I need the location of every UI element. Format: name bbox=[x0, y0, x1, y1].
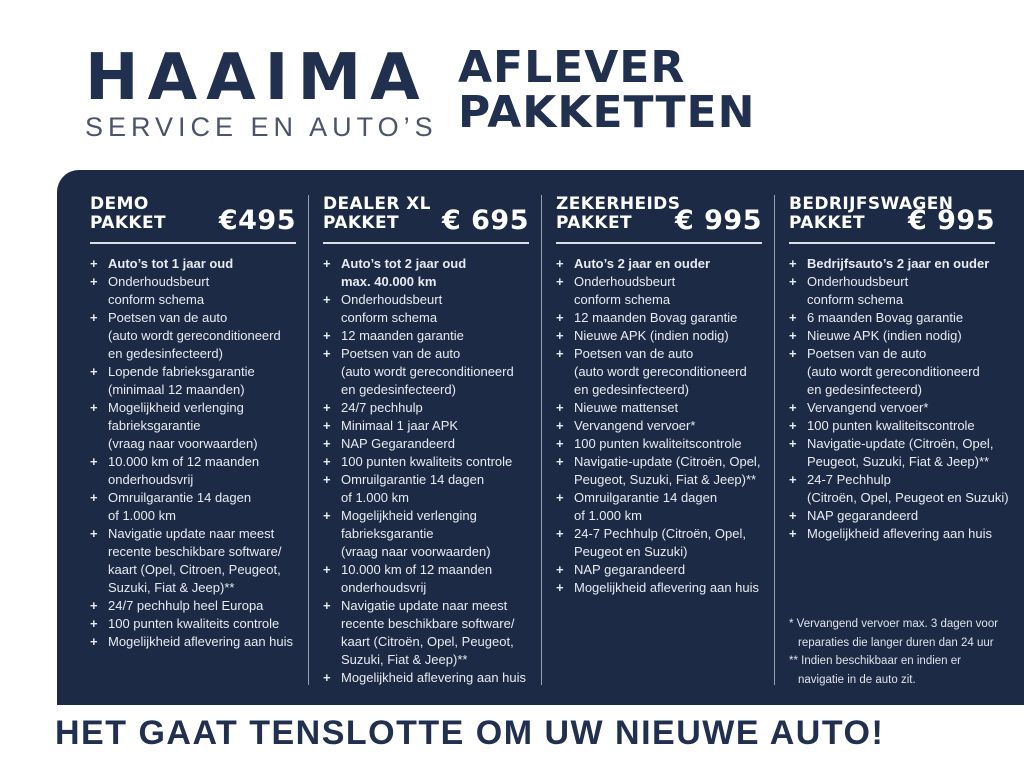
plus-marker: + bbox=[556, 418, 564, 433]
package-item bbox=[90, 363, 296, 399]
item-text: 24-7 Pechhulp (Citroën, Opel, Peugeot en Suzuki) bbox=[574, 526, 746, 559]
plus-marker: + bbox=[323, 328, 331, 343]
package-item bbox=[789, 273, 995, 309]
item-text: 24/7 pechhulp heel Europa bbox=[108, 598, 264, 613]
plus-marker: + bbox=[556, 274, 564, 289]
package-item bbox=[556, 489, 762, 525]
package-item bbox=[789, 435, 995, 471]
plus-marker: + bbox=[323, 346, 331, 361]
item-text: Nieuwe APK (indien nodig) bbox=[807, 328, 962, 343]
item-text: Bedrijfsauto’s 2 jaar en ouder bbox=[807, 256, 990, 271]
package-item bbox=[90, 489, 296, 525]
package-item bbox=[323, 453, 529, 471]
package-name: BEDRIJFSWAGEN PAKKET bbox=[789, 194, 954, 233]
package-item bbox=[556, 345, 762, 399]
package-price: €495 bbox=[218, 205, 296, 236]
package-item bbox=[90, 255, 296, 273]
package-price: € 695 bbox=[441, 205, 529, 236]
package-rule bbox=[323, 242, 529, 244]
plus-marker: + bbox=[556, 490, 564, 505]
package-item bbox=[556, 255, 762, 273]
package-item bbox=[556, 399, 762, 417]
package-items bbox=[90, 255, 296, 651]
plus-marker: + bbox=[90, 310, 98, 325]
package-item bbox=[556, 273, 762, 309]
plus-marker: + bbox=[789, 346, 797, 361]
item-text: Nieuwe APK (indien nodig) bbox=[574, 328, 729, 343]
plus-marker: + bbox=[789, 256, 797, 271]
package-header bbox=[90, 194, 296, 236]
package-item bbox=[789, 327, 995, 345]
item-text: Auto’s tot 2 jaar oud max. 40.000 km bbox=[341, 256, 467, 289]
item-text: 100 punten kwaliteits controle bbox=[341, 454, 513, 469]
package-price: € 995 bbox=[674, 205, 762, 236]
plus-marker: + bbox=[323, 472, 331, 487]
page-title bbox=[458, 42, 756, 138]
package-item bbox=[789, 255, 995, 273]
item-text: Auto’s 2 jaar en ouder bbox=[574, 256, 711, 271]
package-item bbox=[323, 435, 529, 453]
plus-marker: + bbox=[90, 490, 98, 505]
package-rule bbox=[556, 242, 762, 244]
plus-marker: + bbox=[90, 616, 98, 631]
brand-tagline: SERVICE EN AUTO’S bbox=[85, 112, 438, 143]
plus-marker: + bbox=[556, 310, 564, 325]
package-header bbox=[323, 194, 529, 236]
package-items bbox=[556, 255, 762, 597]
item-text: Poetsen van de auto (auto wordt gereconditioneerd en gedesinfecteerd) bbox=[341, 346, 514, 397]
item-text: Onderhoudsbeurt conform schema bbox=[341, 292, 443, 325]
item-text: 24/7 pechhulp bbox=[341, 400, 423, 415]
package-item bbox=[90, 597, 296, 615]
package-item bbox=[323, 255, 529, 291]
plus-marker: + bbox=[90, 526, 98, 541]
brand-logo bbox=[85, 41, 438, 143]
item-text: Poetsen van de auto (auto wordt gereconditioneerd en gedesinfecteerd) bbox=[108, 310, 281, 361]
package-item bbox=[556, 309, 762, 327]
package-item bbox=[90, 453, 296, 489]
plus-marker: + bbox=[789, 418, 797, 433]
item-text: 12 maanden Bovag garantie bbox=[574, 310, 738, 325]
package-items bbox=[323, 255, 529, 687]
package-item bbox=[90, 399, 296, 453]
plus-marker: + bbox=[323, 598, 331, 613]
plus-marker: + bbox=[789, 310, 797, 325]
plus-marker: + bbox=[789, 472, 797, 487]
plus-marker: + bbox=[789, 508, 797, 523]
package-item bbox=[90, 615, 296, 633]
item-text: Poetsen van de auto (auto wordt gereconditioneerd en gedesinfecteerd) bbox=[574, 346, 747, 397]
package-item bbox=[323, 399, 529, 417]
footer-tagline: HET GAAT TENSLOTTE OM UW NIEUWE AUTO! bbox=[55, 714, 885, 752]
item-text: 100 punten kwaliteits controle bbox=[108, 616, 280, 631]
item-text: NAP gegarandeerd bbox=[574, 562, 686, 577]
item-text: Vervangend vervoer* bbox=[574, 418, 696, 433]
item-text: Navigatie update naar meest recente beschikbare software/ kaart (Citroën, Opel, Peugeot, Suzuki, Fiat & Jeep)** bbox=[341, 598, 515, 667]
package-item bbox=[556, 579, 762, 597]
plus-marker: + bbox=[789, 400, 797, 415]
plus-marker: + bbox=[323, 436, 331, 451]
plus-marker: + bbox=[323, 400, 331, 415]
package-name: ZEKERHEIDS PAKKET bbox=[556, 194, 681, 233]
package-item bbox=[556, 327, 762, 345]
plus-marker: + bbox=[556, 400, 564, 415]
item-text: Mogelijkheid aflevering aan huis bbox=[807, 526, 993, 541]
item-text: 10.000 km of 12 maanden onderhoudsvrij bbox=[108, 454, 260, 487]
plus-marker: + bbox=[90, 364, 98, 379]
item-text: Lopende fabrieksgarantie (minimaal 12 maanden) bbox=[108, 364, 255, 397]
item-text: 100 punten kwaliteitscontrole bbox=[807, 418, 975, 433]
package-rule bbox=[90, 242, 296, 244]
plus-marker: + bbox=[556, 436, 564, 451]
plus-marker: + bbox=[789, 526, 797, 541]
item-text: Onderhoudsbeurt conform schema bbox=[574, 274, 676, 307]
item-text: 24-7 Pechhulp (Citroën, Opel, Peugeot en Suzuki) bbox=[807, 472, 1009, 505]
plus-marker: + bbox=[323, 256, 331, 271]
item-text: NAP Gegarandeerd bbox=[341, 436, 455, 451]
package-name: DEALER XL PAKKET bbox=[323, 194, 431, 233]
package-item bbox=[789, 525, 995, 543]
package-item bbox=[556, 561, 762, 579]
item-text: 100 punten kwaliteitscontrole bbox=[574, 436, 742, 451]
page-title-line1: AFLEVER bbox=[458, 42, 686, 93]
package-item bbox=[90, 273, 296, 309]
item-text: Poetsen van de auto (auto wordt gereconditioneerd en gedesinfecteerd) bbox=[807, 346, 980, 397]
package-item bbox=[323, 327, 529, 345]
package-items bbox=[789, 255, 1009, 543]
item-text: 6 maanden Bovag garantie bbox=[807, 310, 964, 325]
package-item bbox=[556, 435, 762, 453]
plus-marker: + bbox=[323, 292, 331, 307]
item-text: Mogelijkheid aflevering aan huis bbox=[341, 670, 527, 685]
item-text: Onderhoudsbeurt conform schema bbox=[807, 274, 909, 307]
package-item bbox=[789, 471, 1009, 507]
package-column bbox=[541, 195, 774, 685]
item-text: Vervangend vervoer* bbox=[807, 400, 929, 415]
package-column bbox=[90, 195, 308, 685]
package-item bbox=[789, 309, 995, 327]
package-column bbox=[774, 195, 1007, 685]
item-text: 10.000 km of 12 maanden onderhoudsvrij bbox=[341, 562, 493, 595]
package-item bbox=[789, 417, 995, 435]
package-item bbox=[323, 291, 529, 327]
item-text: Minimaal 1 jaar APK bbox=[341, 418, 459, 433]
package-item bbox=[556, 453, 762, 489]
package-item bbox=[323, 669, 529, 687]
package-item bbox=[323, 507, 529, 561]
plus-marker: + bbox=[789, 274, 797, 289]
package-item bbox=[789, 345, 995, 399]
package-item bbox=[789, 507, 995, 525]
packages-panel bbox=[57, 170, 1024, 705]
plus-marker: + bbox=[90, 274, 98, 289]
item-text: 12 maanden garantie bbox=[341, 328, 464, 343]
item-text: Navigatie-update (Citroën, Opel, Peugeot, Suzuki, Fiat & Jeep)** bbox=[807, 436, 994, 469]
package-header bbox=[789, 194, 995, 236]
item-text: Omruilgarantie 14 dagen of 1.000 km bbox=[341, 472, 485, 505]
plus-marker: + bbox=[323, 562, 331, 577]
package-item bbox=[323, 345, 529, 399]
plus-marker: + bbox=[90, 454, 98, 469]
package-item bbox=[90, 309, 296, 363]
plus-marker: + bbox=[323, 418, 331, 433]
item-text: Nieuwe mattenset bbox=[574, 400, 679, 415]
footnotes bbox=[789, 615, 999, 689]
package-price: € 995 bbox=[907, 205, 995, 236]
item-text: Omruilgarantie 14 dagen of 1.000 km bbox=[108, 490, 252, 523]
plus-marker: + bbox=[556, 562, 564, 577]
footnote: * Vervangend vervoer max. 3 dagen voor reparaties die langer duren dan 24 uur bbox=[789, 618, 999, 649]
package-item bbox=[556, 417, 762, 435]
item-text: Omruilgarantie 14 dagen of 1.000 km bbox=[574, 490, 718, 523]
item-text: NAP gegarandeerd bbox=[807, 508, 919, 523]
package-item bbox=[323, 471, 529, 507]
plus-marker: + bbox=[90, 256, 98, 271]
page-title-line2: PAKKETTEN bbox=[458, 86, 756, 138]
plus-marker: + bbox=[556, 580, 564, 595]
plus-marker: + bbox=[90, 634, 98, 649]
plus-marker: + bbox=[556, 328, 564, 343]
item-text: Mogelijkheid aflevering aan huis bbox=[108, 634, 294, 649]
plus-marker: + bbox=[556, 526, 564, 541]
item-text: Mogelijkheid aflevering aan huis bbox=[574, 580, 760, 595]
plus-marker: + bbox=[323, 670, 331, 685]
plus-marker: + bbox=[789, 328, 797, 343]
package-header bbox=[556, 194, 762, 236]
plus-marker: + bbox=[556, 256, 564, 271]
package-item bbox=[323, 561, 529, 597]
package-rule bbox=[789, 242, 995, 244]
plus-marker: + bbox=[556, 346, 564, 361]
package-item bbox=[323, 417, 529, 435]
package-item bbox=[323, 597, 529, 669]
package-item bbox=[556, 525, 762, 561]
packages-row bbox=[90, 194, 1009, 686]
plus-marker: + bbox=[90, 400, 98, 415]
item-text: Navigatie update naar meest recente beschikbare software/ kaart (Opel, Citroen, Peugeot, Suzuki, Fiat & Jeep)** bbox=[108, 526, 282, 595]
plus-marker: + bbox=[789, 436, 797, 451]
plus-marker: + bbox=[556, 454, 564, 469]
brand-logo-text: HAAIMA bbox=[85, 41, 429, 115]
package-column bbox=[308, 195, 541, 685]
plus-marker: + bbox=[90, 598, 98, 613]
package-item bbox=[90, 525, 296, 597]
package-item bbox=[90, 633, 296, 651]
package-item bbox=[789, 399, 995, 417]
plus-marker: + bbox=[323, 508, 331, 523]
plus-marker: + bbox=[323, 454, 331, 469]
item-text: Auto’s tot 1 jaar oud bbox=[108, 256, 234, 271]
item-text: Navigatie-update (Citroën, Opel, Peugeot, Suzuki, Fiat & Jeep)** bbox=[574, 454, 761, 487]
item-text: Onderhoudsbeurt conform schema bbox=[108, 274, 210, 307]
package-name: DEMO PAKKET bbox=[90, 194, 167, 233]
footnote: ** Indien beschikbaar en indien er navigatie in de auto zit. bbox=[789, 655, 961, 686]
item-text: Mogelijkheid verlenging fabrieksgarantie (vraag naar voorwaarden) bbox=[108, 400, 258, 451]
item-text: Mogelijkheid verlenging fabrieksgarantie (vraag naar voorwaarden) bbox=[341, 508, 491, 559]
